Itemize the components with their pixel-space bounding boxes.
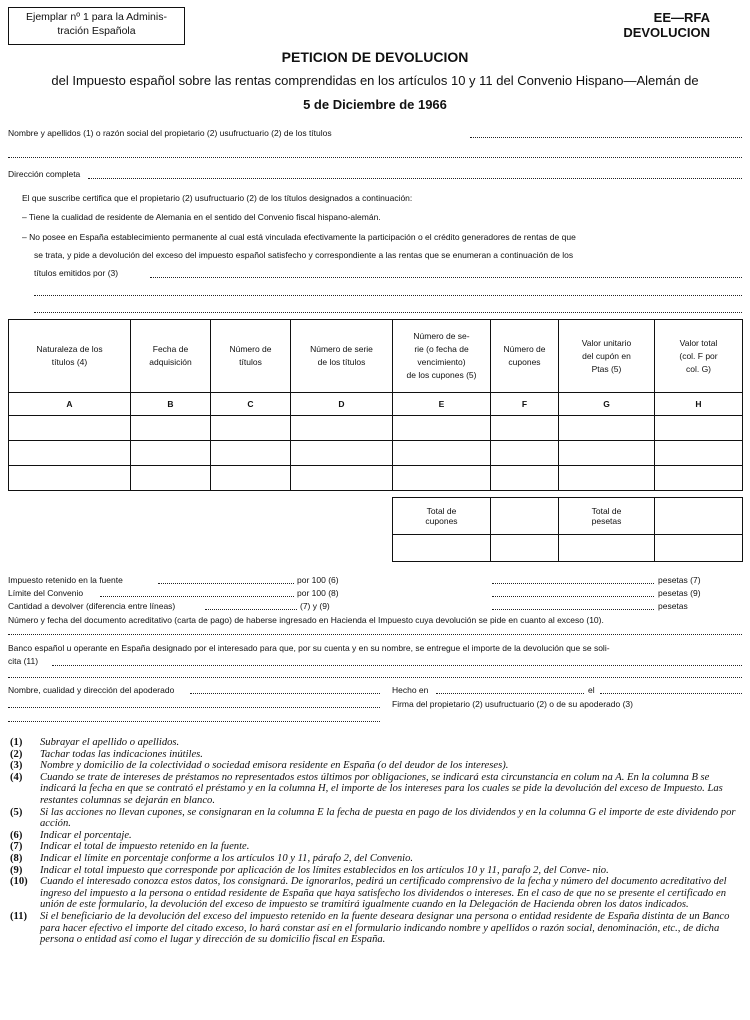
address-label: Dirección completa bbox=[8, 169, 81, 179]
footnote: (10) Cuando el interesado conozca estos datos, los consignará. De ignorarlos, pedirá un certificado comprensivo de la fecha y número del documento acreditativo del ingreso del impuesto a la persona o entidad residente de España que haya satisfecho los dividendos o intereses. En el caso de que no se presente el certificado en unión de este formulario, la devolución del exceso de impuesto se tramitirá igualmente cuando en la Delegación de Hacienda obren los datos indicados. bbox=[10, 876, 727, 911]
bank-designation-field[interactable] bbox=[52, 665, 742, 666]
signature-label: Firma del propietario (2) usufructuario (2) o de su apoderado (3) bbox=[392, 699, 633, 709]
treaty-limit-amount-field[interactable] bbox=[492, 596, 654, 597]
footnotes bbox=[10, 737, 740, 946]
bank-designation-field-2[interactable] bbox=[8, 677, 742, 678]
pesetas-7-label: pesetas (7) bbox=[658, 575, 701, 585]
issuer-field-2[interactable] bbox=[34, 295, 742, 296]
issuer-field[interactable] bbox=[150, 277, 742, 278]
bank-designation-line-2: cita (11) bbox=[8, 656, 39, 666]
refund-amount-refs: (7) y (9) bbox=[300, 601, 330, 611]
page-title: PETICION DE DEVOLUCION bbox=[281, 49, 469, 65]
footnote: (5) Si las acciones no llevan cupones, se consignaran en la columna E la fecha de puesta en pago de los dividendos y en la columna G el importe de este dividendo por acción. bbox=[10, 806, 736, 830]
table-header-row bbox=[9, 320, 743, 393]
payment-document-field[interactable] bbox=[8, 634, 742, 635]
representative-field-2[interactable] bbox=[8, 707, 380, 708]
col-header-g: Valor unitario del cupón en Ptas (5) bbox=[559, 320, 655, 393]
withheld-tax-field[interactable] bbox=[158, 583, 294, 584]
total-pesetas-label: Total de pesetas bbox=[559, 498, 655, 535]
page-subtitle: del Impuesto español sobre las rentas comprendidas en los artículos 10 y 11 del Convenio Hispano—Alemán de bbox=[51, 73, 699, 88]
table-row[interactable] bbox=[9, 416, 743, 441]
representative-field-3[interactable] bbox=[8, 721, 380, 722]
date-label: el bbox=[588, 685, 595, 695]
representative-field[interactable] bbox=[190, 693, 380, 694]
footnote: (6) Indicar el porcentaje. bbox=[10, 829, 132, 841]
treaty-limit-percent: por 100 (8) bbox=[297, 588, 339, 598]
refund-amount-pesetas-field[interactable] bbox=[492, 609, 654, 610]
treaty-limit-label: Límite del Convenio bbox=[8, 588, 84, 598]
withheld-tax-label: Impuesto retenido en la fuente bbox=[8, 575, 123, 585]
footnote: (4) Cuando se trate de intereses de préstamos no representados estos últimos por obligaciones, se indicará esta circunstancia en colum na A. En la columna B se indicará la fecha en que se contrató el préstamo y en la columna H, el importe de los intereses para los cuales se pide la devolución del exceso de Impuesto. Las restantes columnas se dejarán en blanco. bbox=[10, 771, 723, 806]
refund-amount-label: Cantidad a devolver (diferencia entre líneas) bbox=[8, 601, 176, 611]
address-field[interactable] bbox=[88, 178, 742, 179]
pesetas-9-label: pesetas (9) bbox=[658, 588, 701, 598]
col-header-e: Número de se- rie (o fecha de vencimiento) de los cupones (5) bbox=[393, 320, 491, 393]
col-header-b: Fecha de adquisición bbox=[131, 320, 211, 393]
col-letter: D bbox=[291, 393, 393, 416]
certification-text: El que suscribe certifica que el propietario (2) usufructuario (2) de los títulos designados a continuación: bbox=[22, 193, 413, 203]
col-letter: F bbox=[491, 393, 559, 416]
copy-designation-box bbox=[8, 7, 185, 45]
form-code-line-2: DEVOLUCION bbox=[623, 25, 710, 40]
convention-date: 5 de Diciembre de 1966 bbox=[303, 97, 447, 112]
col-letter: A bbox=[9, 393, 131, 416]
footnote: (9) Indicar el total impuesto que corresponde por aplicación de los límites establecidos en los artículos 10 y 11, parafo 2, del Conve- nio. bbox=[10, 864, 609, 876]
securities-table bbox=[8, 319, 743, 491]
footnote: (8) Indicar el límite en porcentaje conforme a los artículos 10 y 11, párafo 2, del Convenio. bbox=[10, 852, 414, 864]
col-letter: H bbox=[655, 393, 743, 416]
totals-label-row bbox=[393, 498, 743, 535]
col-header-a: Naturaleza de los títulos (4) bbox=[9, 320, 131, 393]
pesetas-label: pesetas bbox=[658, 601, 688, 611]
treaty-limit-field[interactable] bbox=[100, 596, 294, 597]
col-header-f: Número de cupones bbox=[491, 320, 559, 393]
form-code bbox=[623, 10, 710, 40]
col-header-c: Número de títulos bbox=[211, 320, 291, 393]
payment-document-label: Número y fecha del documento acreditativo (carta de pago) de haberse ingresado en Hacienda el Impuesto cuya devolución se pide en cuanto al exceso (10). bbox=[8, 615, 604, 625]
copy-designation-line-1: Ejemplar nº 1 para la Adminis- bbox=[26, 11, 167, 23]
place-label: Hecho en bbox=[392, 685, 429, 695]
owner-name-field-2[interactable] bbox=[8, 157, 742, 158]
totals-table bbox=[392, 497, 743, 562]
refund-amount-field[interactable] bbox=[205, 609, 297, 610]
date-field[interactable] bbox=[600, 693, 742, 694]
issuer-field-3[interactable] bbox=[34, 312, 742, 313]
footnote: (3) Nombre y domicilio de la colectividad o sociedad emisora residente en España (o del deudor de los intereses). bbox=[10, 760, 509, 772]
form-code-line-1: EE—RFA bbox=[653, 10, 710, 25]
withheld-tax-percent: por 100 (6) bbox=[297, 575, 339, 585]
col-header-h: Valor total (col. F por col. G) bbox=[655, 320, 743, 393]
footnote: (1) Subrayar el apellido o apellidos. bbox=[10, 737, 180, 748]
owner-name-label: Nombre y apellidos (1) o razón social del propietario (2) usufructuario (2) de los títulos bbox=[8, 128, 332, 138]
total-coupons-label: Total de cupones bbox=[393, 498, 491, 535]
col-letter: C bbox=[211, 393, 291, 416]
copy-designation-line-2: tración Española bbox=[57, 25, 136, 37]
table-row[interactable] bbox=[9, 441, 743, 466]
total-pesetas-cell[interactable] bbox=[655, 498, 743, 535]
no-establishment-line-2: se trata, y pide a devolución del exceso del impuesto español satisfecho y correspondiente a las rentas que se enumeran a continuación de los bbox=[34, 250, 574, 260]
col-letter: E bbox=[393, 393, 491, 416]
totals-blank-row bbox=[393, 535, 743, 562]
col-letter: B bbox=[131, 393, 211, 416]
column-letters-row bbox=[9, 393, 743, 416]
table-row[interactable] bbox=[9, 466, 743, 491]
residency-statement: – Tiene la cualidad de residente de Alemania en el sentido del Convenio fiscal hispano-alemán. bbox=[22, 212, 381, 222]
withheld-tax-amount-field[interactable] bbox=[492, 583, 654, 584]
total-coupons-cell[interactable] bbox=[491, 498, 559, 535]
col-letter: G bbox=[559, 393, 655, 416]
representative-label: Nombre, cualidad y dirección del apoderado bbox=[8, 685, 175, 695]
footnote: (2) Tachar todas las indicaciones inútiles. bbox=[10, 748, 203, 760]
footnote: (11) Si el beneficiario de la devolución del exceso del impuesto retenido en la fuente deseara designar una persona o entidad residente de España distinta de un Banco para hacer efectivo el importe del citado exceso, lo hará constar así en el formulario indicando nombre y apellidos o razón social, denominación, etc., de dicha persona o entidad así como el lugar y dirección de su domicilio fiscal en España. bbox=[10, 910, 730, 946]
owner-name-field[interactable] bbox=[470, 137, 742, 138]
bank-designation-line-1: Banco español u operante en España designado por el interesado para que, por su cuenta y en su nombre, se entregue el importe de la devolución que se soli- bbox=[8, 643, 610, 653]
place-field[interactable] bbox=[436, 693, 584, 694]
no-establishment-line-1: – No posee en España establecimiento permanente al cual está vinculada efectivamente la participación o el crédito generadores de rentas de que bbox=[22, 232, 576, 242]
no-establishment-line-3: títulos emitidos por (3) bbox=[34, 268, 119, 278]
col-header-d: Número de serie de los títulos bbox=[291, 320, 393, 393]
footnote: (7) Indicar el total de impuesto retenido en la fuente. bbox=[10, 841, 250, 853]
